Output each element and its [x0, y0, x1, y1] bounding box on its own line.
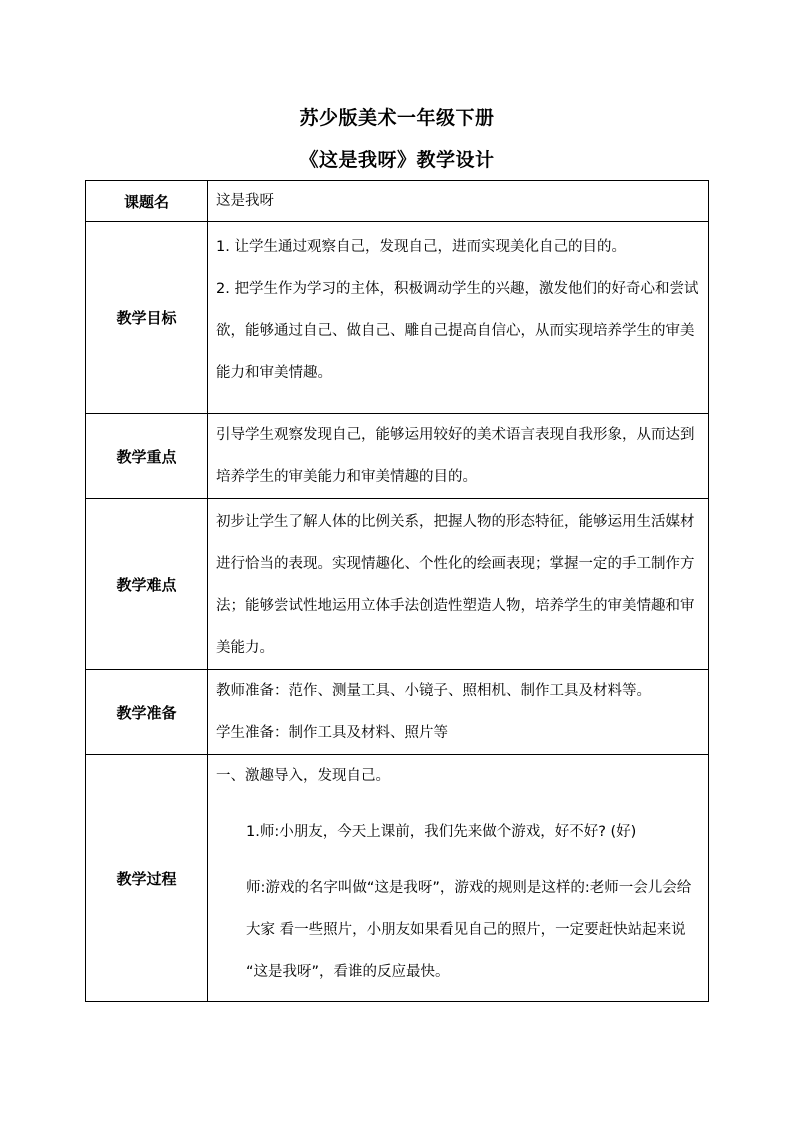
process-section-heading: 一、激趣导入，发现自己。: [216, 768, 390, 784]
table-row-topic: [86, 181, 709, 222]
table-row-preparation: [86, 670, 709, 755]
content-key-points: 引导学生观察发现自己，能够运用较好的美术语言表现自我形象，从而达到培养学生的审美能力和审美情趣的目的。: [208, 414, 709, 499]
content-process: [208, 755, 709, 1002]
label-process: 教学过程: [86, 755, 208, 1002]
table-row-process: [86, 755, 709, 1002]
process-step-2: 师:游戏的名字叫做“这是我呀”，游戏的规则是这样的:老师一会儿会给大家 看一些照片，小朋友如果看见自己的照片，一定要赶快站起来说 “这是我呀”，看谁的反应最快。: [246, 880, 692, 980]
label-preparation: 教学准备: [86, 670, 208, 755]
content-topic: 这是我呀: [208, 181, 709, 222]
document-subtitle: 《这是我呀》教学设计: [299, 149, 495, 171]
label-difficulties: 教学难点: [86, 499, 208, 670]
table-row-goals: [86, 222, 709, 414]
spacer: [216, 797, 702, 811]
spacer: [216, 853, 702, 867]
process-step-1: 1.师:小朋友，今天上课前，我们先来做个游戏，好不好? (好): [246, 824, 637, 840]
document-title: 苏少版美术一年级下册: [299, 107, 495, 129]
content-goals: [208, 222, 709, 414]
goal-item-2: 2. 把学生作为学习的主体，积极调动学生的兴趣，激发他们的好奇心和尝试欲，能够通过自己、做自己、雕自己提高自信心，从而实现培养学生的审美能力和审美情趣。: [216, 281, 699, 381]
table-row-difficulties: [86, 499, 709, 670]
label-goals: 教学目标: [86, 222, 208, 414]
content-difficulties: 初步让学生了解人体的比例关系，把握人物的形态特征，能够运用生活媒材进行恰当的表现。实现情趣化、个性化的绘画表现；掌握一定的手工制作方法；能够尝试性地运用立体手法创造性塑造人物，培养学生的审美情趣和审美能力。: [208, 499, 709, 670]
student-preparation: 学生准备：制作工具及材料、照片等: [216, 725, 448, 741]
table-row-key-points: [86, 414, 709, 499]
label-topic: 课题名: [86, 181, 208, 222]
goal-item-1: 1. 让学生通过观察自己，发现自己，进而实现美化自己的目的。: [216, 239, 626, 255]
content-preparation: [208, 670, 709, 755]
teacher-preparation: 教师准备：范作、测量工具、小镜子、照相机、制作工具及材料等。: [216, 683, 651, 699]
label-key-points: 教学重点: [86, 414, 208, 499]
lesson-plan-table: [85, 180, 709, 1002]
